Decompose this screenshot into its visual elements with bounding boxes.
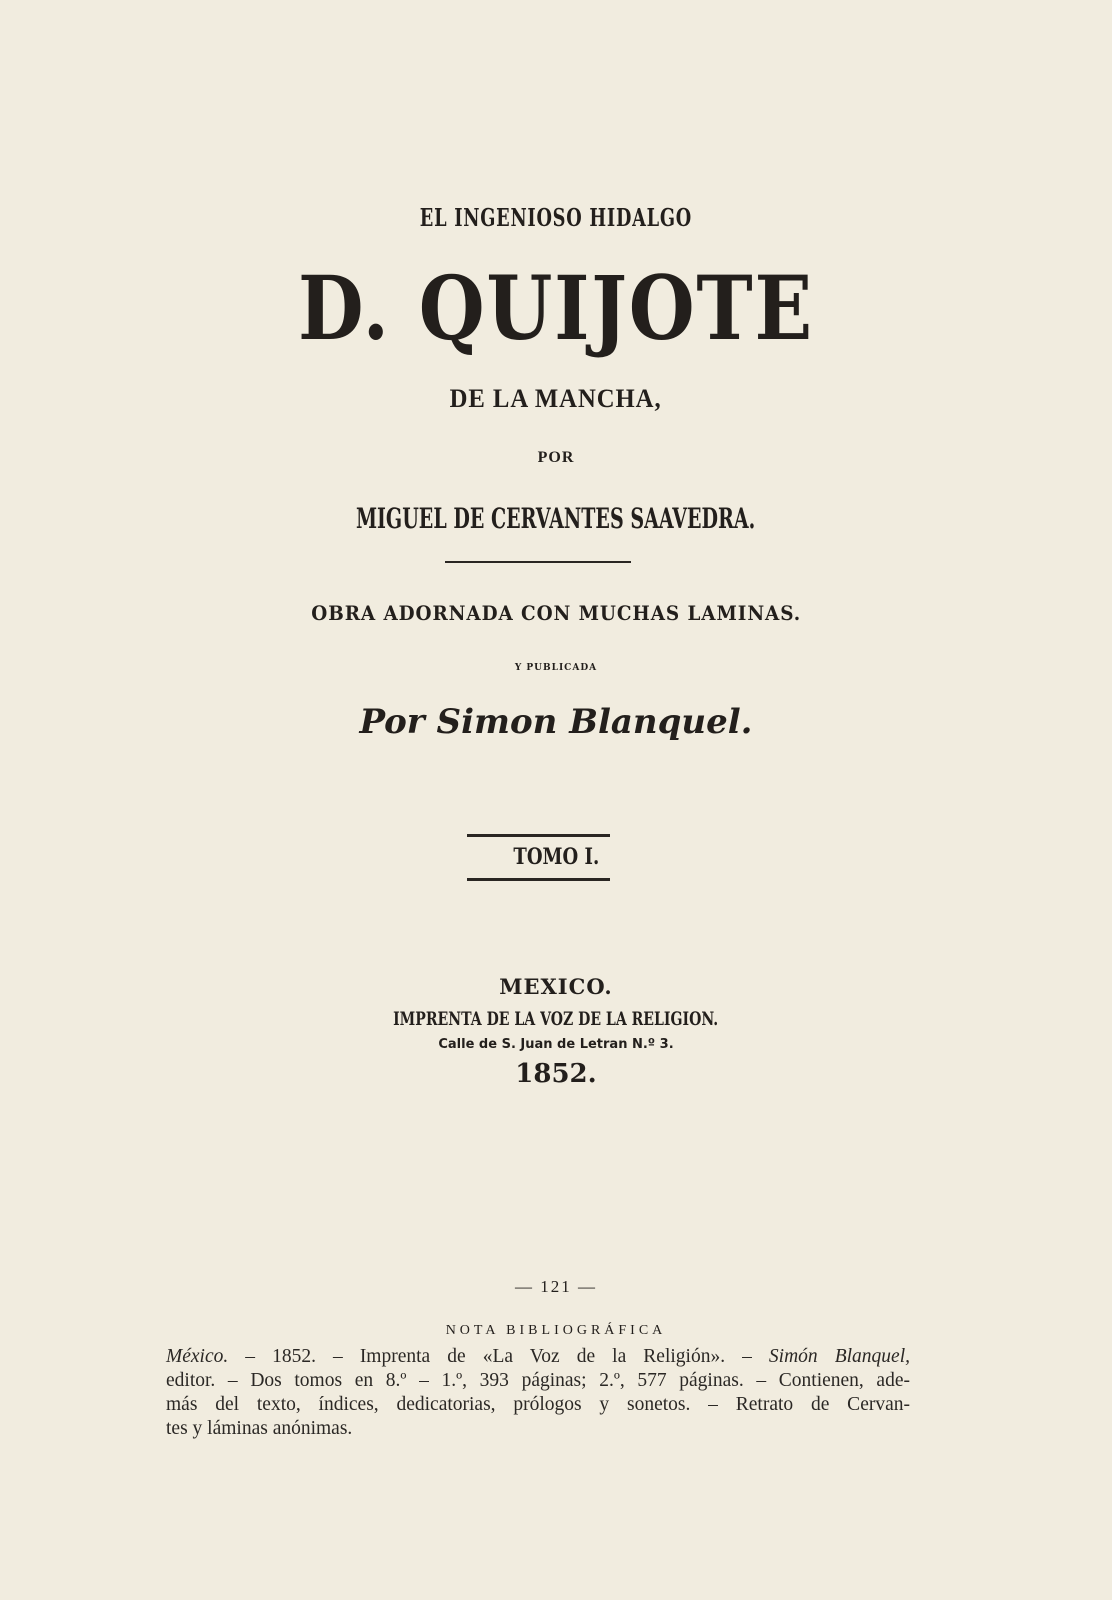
author-name: MIGUEL DE CERVANTES SAAVEDRA. bbox=[356, 502, 756, 535]
volume-rule-bottom bbox=[467, 878, 610, 881]
note-line: más del texto, índices, dedicatorias, prólogos y sonetos. – Retrato de Cervan- bbox=[166, 1394, 910, 1415]
title-line-ingenioso: EL INGENIOSO HIDALGO bbox=[419, 203, 693, 232]
note-heading: NOTA BIBLIOGRÁFICA bbox=[445, 1323, 667, 1338]
imprint-city: MEXICO. bbox=[499, 974, 613, 999]
por-label: POR bbox=[537, 449, 575, 466]
imprint-year: 1852. bbox=[515, 1059, 597, 1089]
book-title: D. QUIJOTE bbox=[298, 256, 814, 360]
bibliographic-note bbox=[166, 1345, 910, 1441]
note-line: editor. – Dos tomos en 8.º – 1.º, 393 páginas; 2.º, 577 páginas. – Contienen, ade- bbox=[166, 1370, 910, 1391]
publicada-label: Y PUBLICADA bbox=[514, 663, 598, 673]
edition-subtitle: OBRA ADORNADA CON MUCHAS LAMINAS. bbox=[311, 601, 801, 625]
imprint-address: Calle de S. Juan de Letran N.º 3. bbox=[438, 1037, 674, 1052]
volume-rule-top bbox=[467, 834, 610, 837]
note-line: México. – 1852. – Imprenta de «La Voz de la Religión». – Simón Blanquel, bbox=[166, 1346, 910, 1367]
imprint-press: IMPRENTA DE LA VOZ DE LA RELIGION. bbox=[393, 1008, 719, 1030]
publisher-script: Por Simon Blanquel. bbox=[359, 702, 753, 742]
volume-label: TOMO I. bbox=[513, 844, 599, 870]
divider-rule bbox=[445, 561, 631, 563]
page-number: — 121 — bbox=[515, 1277, 597, 1296]
title-line-mancha: DE LA MANCHA, bbox=[449, 384, 662, 413]
note-line: tes y láminas anónimas. bbox=[166, 1418, 353, 1439]
